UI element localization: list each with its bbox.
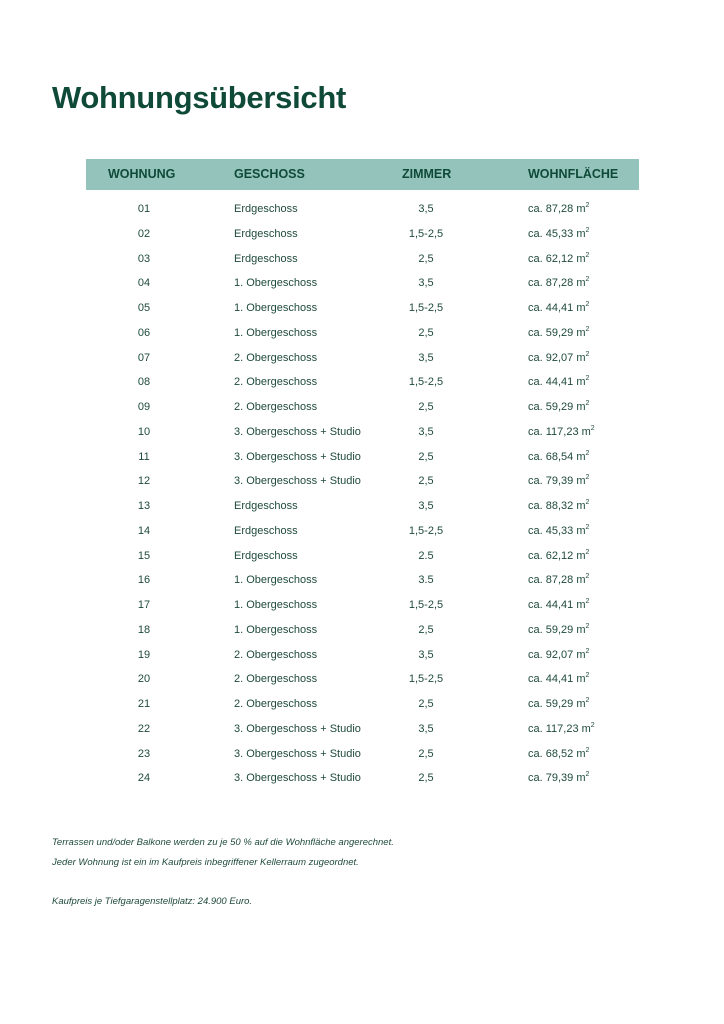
cell-wohnflaeche-value: ca. 92,07 [528,351,574,364]
cell-wohnflaeche-unit: m [576,376,586,389]
cell-wohnflaeche-value: ca. 88,32 [528,500,574,512]
cell-wohnflaeche-value: ca. 79,39 [528,772,574,785]
cell-wohnflaeche-unit: m [576,277,586,290]
cell-geschoss: 2. Obergeschoss [234,376,318,389]
cell-geschoss: 3. Obergeschoss + Studio [234,772,361,785]
cell-wohnung-text: 23 [137,747,151,760]
cell-wohnflaeche [528,766,589,791]
table-row [86,643,639,668]
cell-geschoss: 2. Obergeschoss [234,351,318,364]
cell-wohnflaeche-unit-exponent: 2 [585,573,590,581]
cell-wohnflaeche-value: ca. 44,41 [528,302,574,314]
cell-geschoss: 1. Obergeschoss [234,599,318,611]
cell-wohnung-text: 10 [137,425,151,438]
cell-geschoss: 1. Obergeschoss [234,574,318,587]
cell-geschoss: Erdgeschoss [234,500,298,512]
cell-wohnflaeche [528,667,589,692]
cell-wohnflaeche-unit: m [576,574,586,587]
cell-wohnflaeche-value: ca. 45,33 [528,227,574,240]
cell-wohnflaeche [528,271,589,296]
cell-wohnung-text: 16 [137,574,151,587]
cell-wohnflaeche [528,717,595,742]
cell-wohnflaeche-unit-exponent: 2 [585,548,590,556]
cell-zimmer-text: 2,5 [418,401,434,413]
table-row [86,445,639,470]
table-row [86,742,639,767]
table-header [86,159,639,190]
cell-zimmer-text: 3,5 [418,425,434,438]
cell-zimmer-text: 1,5-2,5 [408,227,444,240]
cell-zimmer-text: 2,5 [418,252,434,265]
table-row [86,247,639,272]
cell-zimmer-text: 3,5 [418,722,434,735]
cell-zimmer-text: 3,5 [418,500,434,512]
cell-wohnflaeche [528,643,589,668]
cell-wohnung-text: 01 [137,203,151,215]
cell-wohnflaeche [528,494,589,519]
cell-wohnflaeche-unit-exponent: 2 [585,226,590,234]
cell-wohnflaeche [528,296,589,321]
cell-wohnflaeche-unit-exponent: 2 [585,598,590,605]
table-row [86,321,639,346]
cell-wohnflaeche-unit: m [576,524,586,537]
page-title: Wohnungsübersicht [52,80,346,115]
cell-wohnflaeche-unit: m [576,302,586,314]
cell-wohnflaeche-value: ca. 68,54 [528,450,574,463]
cell-wohnflaeche [528,544,589,569]
cell-geschoss: 2. Obergeschoss [234,698,318,710]
cell-wohnflaeche-value: ca. 44,41 [528,599,574,611]
table-row [86,420,639,445]
table-row [86,271,639,296]
cell-zimmer-text: 3.5 [418,574,434,587]
table-row [86,766,639,791]
cell-zimmer-text: 3,5 [418,648,434,661]
cell-wohnflaeche-unit: m [576,326,586,339]
cell-zimmer-text: 1,5-2,5 [408,673,444,686]
cell-wohnflaeche-unit-exponent: 2 [585,672,590,680]
cell-wohnflaeche-unit-exponent: 2 [585,202,590,209]
apartment-table-body [86,197,639,791]
cell-wohnflaeche-unit: m [576,673,586,686]
note-terrassen: Terrassen und/oder Balkone werden zu je 50 % auf die Wohnfläche angerechnet. [52,837,394,848]
cell-zimmer-text: 2,5 [418,747,434,760]
cell-zimmer-text: 3,5 [418,203,434,215]
table-row [86,469,639,494]
cell-geschoss: 2. Obergeschoss [234,648,318,661]
cell-wohnflaeche-unit-exponent: 2 [585,325,590,333]
cell-wohnflaeche [528,692,589,717]
table-row [86,717,639,742]
table-row [86,618,639,643]
table-row [86,296,639,321]
cell-wohnflaeche [528,370,589,395]
cell-wohnflaeche-unit-exponent: 2 [585,771,590,779]
cell-wohnung-text: 22 [137,722,151,735]
cell-wohnflaeche-value: ca. 87,28 [528,203,574,215]
cell-geschoss: 3. Obergeschoss + Studio [234,722,361,735]
cell-wohnung-text: 04 [137,277,151,290]
cell-geschoss: 3. Obergeschoss + Studio [234,425,361,438]
cell-geschoss: Erdgeschoss [234,203,298,215]
cell-wohnung-text: 07 [137,351,151,364]
cell-zimmer-text: 2.5 [418,549,434,562]
cell-wohnflaeche [528,321,589,346]
cell-geschoss: Erdgeschoss [234,252,298,265]
table-row [86,544,639,569]
cell-wohnflaeche-unit: m [576,698,586,710]
cell-wohnflaeche-unit: m [576,623,586,636]
table-row [86,593,639,618]
cell-zimmer-text: 1,5-2,5 [408,599,444,611]
cell-wohnflaeche [528,742,589,767]
cell-wohnflaeche [528,346,589,371]
cell-wohnflaeche-value: ca. 92,07 [528,648,574,661]
cell-geschoss: 1. Obergeschoss [234,277,318,290]
cell-geschoss: Erdgeschoss [234,227,298,240]
cell-wohnflaeche-unit-exponent: 2 [585,746,590,754]
cell-wohnflaeche-unit-exponent: 2 [585,251,590,259]
cell-wohnflaeche-unit-exponent: 2 [585,697,590,704]
cell-geschoss: 3. Obergeschoss + Studio [234,450,361,463]
cell-wohnung-text: 24 [137,772,151,785]
cell-wohnflaeche [528,593,589,618]
cell-wohnung-text: 08 [137,376,151,389]
cell-geschoss: 2. Obergeschoss [234,673,318,686]
cell-geschoss: Erdgeschoss [234,549,298,562]
cell-zimmer-text: 3,5 [418,277,434,290]
cell-zimmer-text: 1,5-2,5 [408,524,444,537]
cell-wohnflaeche-unit-exponent: 2 [585,499,590,506]
cell-wohnflaeche-value: ca. 117,23 [528,425,579,438]
cell-wohnung-text: 19 [137,648,151,661]
column-header-geschoss: GESCHOSS [234,167,305,181]
cell-zimmer-text: 2,5 [418,623,434,636]
cell-wohnflaeche-unit: m [576,227,586,240]
cell-wohnflaeche-value: ca. 59,29 [528,623,574,636]
table-row [86,197,639,222]
cell-wohnung-text: 05 [137,302,151,314]
cell-wohnflaeche [528,618,589,643]
cell-wohnung-text: 03 [137,252,151,265]
cell-wohnflaeche-unit-exponent: 2 [585,647,590,655]
cell-wohnflaeche-value: ca. 117,23 [528,722,579,735]
cell-wohnung-text: 14 [137,524,151,537]
cell-wohnung-text: 21 [137,698,151,710]
cell-wohnflaeche [528,197,589,222]
cell-zimmer-text: 2,5 [418,772,434,785]
cell-wohnflaeche-unit-exponent: 2 [590,424,595,432]
cell-zimmer-text: 3,5 [418,351,434,364]
cell-wohnflaeche [528,247,589,272]
cell-geschoss: 2. Obergeschoss [234,401,318,413]
cell-wohnflaeche-unit: m [576,203,586,215]
cell-wohnflaeche [528,420,595,445]
cell-wohnung-text: 17 [137,599,151,611]
cell-wohnflaeche-unit-exponent: 2 [585,523,590,531]
cell-geschoss: 3. Obergeschoss + Studio [234,475,361,488]
cell-wohnflaeche-unit: m [581,722,591,735]
cell-geschoss: Erdgeschoss [234,524,298,537]
cell-wohnflaeche-value: ca. 87,28 [528,277,574,290]
note-tiefgarage: Kaufpreis je Tiefgaragenstellplatz: 24.900 Euro. [52,896,253,907]
cell-wohnflaeche-unit: m [576,747,586,760]
cell-wohnflaeche-value: ca. 59,29 [528,326,574,339]
table-row [86,519,639,544]
cell-wohnflaeche-value: ca. 45,33 [528,524,574,537]
cell-wohnflaeche-value: ca. 68,52 [528,747,574,760]
cell-wohnflaeche-unit-exponent: 2 [585,301,590,308]
cell-wohnflaeche-unit: m [576,450,586,463]
table-row [86,346,639,371]
column-header-zimmer: ZIMMER [402,167,452,181]
table-row [86,568,639,593]
cell-wohnung-text: 12 [137,475,151,488]
table-row [86,692,639,717]
cell-wohnung-text: 13 [137,500,151,512]
cell-wohnflaeche-unit: m [576,401,586,413]
cell-wohnflaeche-value: ca. 44,41 [528,376,574,389]
cell-wohnflaeche [528,395,589,420]
cell-geschoss: 3. Obergeschoss + Studio [234,747,361,760]
cell-wohnung-text: 02 [137,227,151,240]
cell-wohnflaeche-unit: m [576,252,586,265]
cell-wohnung-text: 20 [137,673,151,686]
cell-wohnflaeche [528,519,589,544]
cell-wohnflaeche-unit: m [581,425,591,438]
cell-wohnflaeche-unit: m [576,351,586,364]
cell-wohnflaeche-unit-exponent: 2 [585,350,590,358]
cell-wohnflaeche-unit-exponent: 2 [585,375,590,383]
cell-zimmer-text: 2,5 [418,475,434,488]
table-row [86,370,639,395]
cell-wohnflaeche-unit: m [576,772,586,785]
cell-wohnflaeche-value: ca. 62,12 [528,252,574,265]
cell-wohnflaeche [528,222,589,247]
table-row [86,667,639,692]
cell-wohnung-text: 11 [138,450,150,463]
cell-wohnung-text: 18 [137,623,151,636]
cell-wohnung-text: 15 [137,549,151,562]
column-header-wohnflaeche: WOHNFLÄCHE [528,167,619,181]
cell-zimmer-text: 1,5-2,5 [408,376,444,389]
cell-wohnflaeche-unit: m [576,475,586,488]
cell-wohnflaeche-unit-exponent: 2 [585,400,590,407]
cell-geschoss: 1. Obergeschoss [234,302,318,314]
note-kellerraum: Jeder Wohnung ist ein im Kaufpreis inbegriffener Kellerraum zugeordnet. [52,857,359,868]
cell-geschoss: 1. Obergeschoss [234,326,318,339]
cell-wohnung-text: 06 [137,326,151,339]
cell-wohnflaeche-value: ca. 44,41 [528,673,574,686]
cell-wohnflaeche [528,469,589,494]
cell-wohnflaeche [528,445,589,470]
cell-wohnflaeche-unit: m [576,500,586,512]
cell-zimmer-text: 2,5 [418,326,434,339]
cell-wohnflaeche-unit-exponent: 2 [590,721,595,729]
cell-wohnflaeche-value: ca. 59,29 [528,401,574,413]
cell-wohnflaeche-value: ca. 62,12 [528,549,574,562]
cell-wohnflaeche-unit: m [576,648,586,661]
cell-wohnflaeche-value: ca. 87,28 [528,574,574,587]
cell-wohnflaeche-value: ca. 59,29 [528,698,574,710]
cell-wohnflaeche [528,568,589,593]
cell-wohnflaeche-unit: m [576,549,586,562]
cell-zimmer-text: 2,5 [418,450,434,463]
table-row [86,222,639,247]
table-row [86,494,639,519]
cell-zimmer-text: 1,5-2,5 [408,302,444,314]
table-row [86,395,639,420]
cell-wohnflaeche-unit-exponent: 2 [585,276,590,284]
column-header-wohnung: WOHNUNG [108,167,176,181]
cell-wohnflaeche-unit: m [576,599,586,611]
cell-zimmer-text: 2,5 [418,698,434,710]
cell-wohnflaeche-unit-exponent: 2 [585,622,590,630]
cell-wohnung-text: 09 [137,401,151,413]
cell-wohnflaeche-unit-exponent: 2 [585,474,590,482]
cell-geschoss: 1. Obergeschoss [234,623,318,636]
cell-wohnflaeche-value: ca. 79,39 [528,475,574,488]
cell-wohnflaeche-unit-exponent: 2 [585,449,590,457]
